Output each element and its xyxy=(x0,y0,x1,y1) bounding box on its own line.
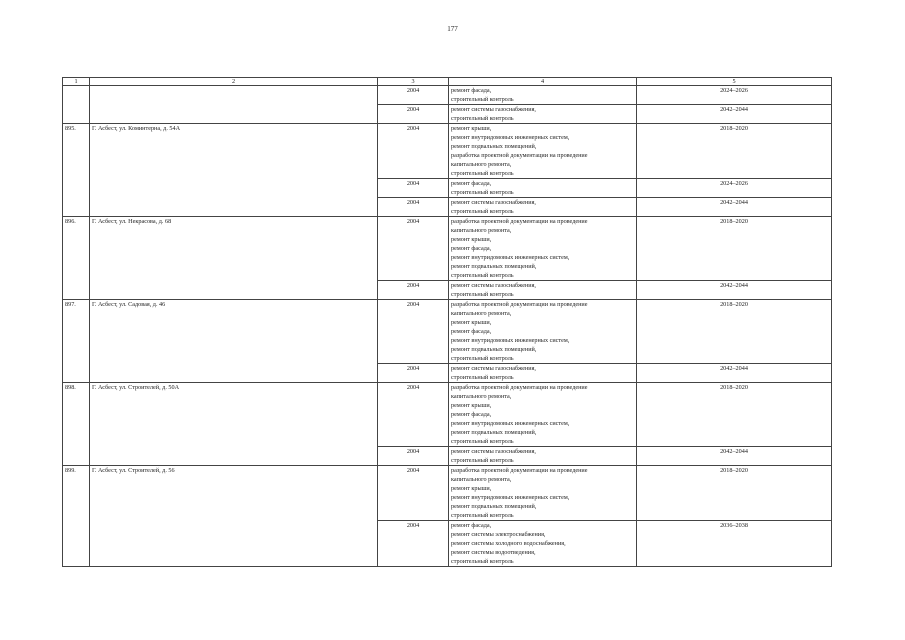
row-number xyxy=(63,105,90,124)
repair-works xyxy=(449,447,637,466)
repair-period: 2018–2020 xyxy=(637,466,832,521)
header-cell-1: 1 xyxy=(63,78,90,86)
row-number xyxy=(63,86,90,105)
construction-year: 2004 xyxy=(378,521,449,567)
table-row xyxy=(63,124,832,179)
construction-year: 2004 xyxy=(378,466,449,521)
building-address: Г. Асбест, ул. Строителей, д. 56 xyxy=(90,466,378,521)
work-item: ремонт крыши, xyxy=(451,402,492,409)
row-number: 897. xyxy=(63,300,90,364)
work-item: ремонт фасада, xyxy=(451,328,492,335)
work-item: ремонт внутридомовых инженерных систем, xyxy=(451,337,570,344)
work-item: строительный контроль xyxy=(451,272,514,279)
work-item: разработка проектной документации на проведение xyxy=(451,384,588,391)
construction-year: 2004 xyxy=(378,124,449,179)
repair-works xyxy=(449,105,637,124)
repair-works xyxy=(449,521,637,567)
construction-year: 2004 xyxy=(378,447,449,466)
work-item: строительный контроль xyxy=(451,558,514,565)
repair-works xyxy=(449,364,637,383)
page-number: 177 xyxy=(447,25,458,33)
work-item: ремонт крыши, xyxy=(451,319,492,326)
work-item: ремонт внутридомовых инженерных систем, xyxy=(451,254,570,261)
work-item: ремонт системы холодного водоснабжения, xyxy=(451,540,566,547)
building-address: Г. Асбест, ул. Коминтерна, д. 54А xyxy=(90,124,378,179)
work-item: ремонт системы газоснабжения, xyxy=(451,282,536,289)
construction-year: 2004 xyxy=(378,217,449,281)
table-row xyxy=(63,447,832,466)
repair-works xyxy=(449,466,637,521)
row-number: 898. xyxy=(63,383,90,447)
construction-year: 2004 xyxy=(378,198,449,217)
building-address xyxy=(90,105,378,124)
work-item: ремонт подвальных помещений, xyxy=(451,429,537,436)
repair-period: 2024–2026 xyxy=(637,86,832,105)
repair-period: 2042–2044 xyxy=(637,447,832,466)
building-address xyxy=(90,364,378,383)
work-item: ремонт внутридомовых инженерных систем, xyxy=(451,420,570,427)
work-item: ремонт фасада, xyxy=(451,87,492,94)
work-item: ремонт крыши, xyxy=(451,236,492,243)
repair-works xyxy=(449,281,637,300)
construction-year: 2004 xyxy=(378,179,449,198)
table-row xyxy=(63,105,832,124)
table-body xyxy=(63,86,832,567)
work-item: строительный контроль xyxy=(451,291,514,298)
work-item: ремонт фасада, xyxy=(451,522,492,529)
table-row xyxy=(63,86,832,105)
repair-period: 2036–2038 xyxy=(637,521,832,567)
repair-period: 2024–2026 xyxy=(637,179,832,198)
row-number: 895. xyxy=(63,124,90,179)
row-number: 896. xyxy=(63,217,90,281)
building-address: Г. Асбест, ул. Строителей, д. 50А xyxy=(90,383,378,447)
repair-works xyxy=(449,383,637,447)
work-item: строительный контроль xyxy=(451,374,514,381)
work-item: ремонт подвальных помещений, xyxy=(451,346,537,353)
work-item: строительный контроль xyxy=(451,189,514,196)
construction-year: 2004 xyxy=(378,105,449,124)
work-item: ремонт системы газоснабжения, xyxy=(451,199,536,206)
work-item: ремонт фасада, xyxy=(451,411,492,418)
work-item: разработка проектной документации на проведение xyxy=(451,152,588,159)
building-address: Г. Асбест, ул. Некрасова, д. 68 xyxy=(90,217,378,281)
work-item: капитального ремонта, xyxy=(451,393,512,400)
repair-works xyxy=(449,86,637,105)
repair-period: 2018–2020 xyxy=(637,383,832,447)
work-item: ремонт подвальных помещений, xyxy=(451,263,537,270)
row-number xyxy=(63,281,90,300)
table-row xyxy=(63,364,832,383)
building-address xyxy=(90,447,378,466)
work-item: капитального ремонта, xyxy=(451,227,512,234)
work-item: ремонт системы электроснабжения, xyxy=(451,531,546,538)
work-item: ремонт системы газоснабжения, xyxy=(451,365,536,372)
table-row xyxy=(63,217,832,281)
repair-works xyxy=(449,300,637,364)
work-item: строительный контроль xyxy=(451,115,514,122)
repair-period: 2042–2044 xyxy=(637,198,832,217)
construction-year: 2004 xyxy=(378,281,449,300)
repair-schedule-table xyxy=(62,77,832,567)
work-item: капитального ремонта, xyxy=(451,310,512,317)
header-cell-4: 4 xyxy=(449,78,637,86)
work-item: ремонт системы газоснабжения, xyxy=(451,106,536,113)
work-item: капитального ремонта, xyxy=(451,476,512,483)
work-item: ремонт фасада, xyxy=(451,245,492,252)
work-item: ремонт крыши, xyxy=(451,125,492,132)
row-number xyxy=(63,364,90,383)
work-item: разработка проектной документации на проведение xyxy=(451,301,588,308)
table-row xyxy=(63,198,832,217)
work-item: ремонт системы газоснабжения, xyxy=(451,448,536,455)
construction-year: 2004 xyxy=(378,383,449,447)
building-address xyxy=(90,281,378,300)
table-row xyxy=(63,521,832,567)
work-item: ремонт внутридомовых инженерных систем, xyxy=(451,134,570,141)
repair-works xyxy=(449,124,637,179)
row-number xyxy=(63,198,90,217)
header-cell-5: 5 xyxy=(637,78,832,86)
work-item: строительный контроль xyxy=(451,96,514,103)
row-number: 899. xyxy=(63,466,90,521)
building-address xyxy=(90,179,378,198)
construction-year: 2004 xyxy=(378,300,449,364)
row-number xyxy=(63,179,90,198)
table-row xyxy=(63,466,832,521)
work-item: строительный контроль xyxy=(451,355,514,362)
building-address xyxy=(90,521,378,567)
construction-year: 2004 xyxy=(378,364,449,383)
work-item: разработка проектной документации на проведение xyxy=(451,467,588,474)
work-item: ремонт крыши, xyxy=(451,485,492,492)
table-row xyxy=(63,300,832,364)
work-item: строительный контроль xyxy=(451,208,514,215)
work-item: строительный контроль xyxy=(451,438,514,445)
header-row xyxy=(63,78,832,86)
work-item: строительный контроль xyxy=(451,170,514,177)
header-cell-3: 3 xyxy=(378,78,449,86)
work-item: капитального ремонта, xyxy=(451,161,512,168)
work-item: строительный контроль xyxy=(451,512,514,519)
table-row xyxy=(63,179,832,198)
repair-period: 2042–2044 xyxy=(637,105,832,124)
repair-works xyxy=(449,217,637,281)
work-item: строительный контроль xyxy=(451,457,514,464)
row-number xyxy=(63,447,90,466)
row-number xyxy=(63,521,90,567)
table-row xyxy=(63,281,832,300)
construction-year: 2004 xyxy=(378,86,449,105)
building-address xyxy=(90,198,378,217)
repair-period: 2018–2020 xyxy=(637,300,832,364)
work-item: ремонт системы водоотведения, xyxy=(451,549,536,556)
repair-works xyxy=(449,198,637,217)
table-row xyxy=(63,383,832,447)
building-address xyxy=(90,86,378,105)
work-item: ремонт подвальных помещений, xyxy=(451,143,537,150)
work-item: ремонт фасада, xyxy=(451,180,492,187)
building-address: Г. Асбест, ул. Садовая, д. 46 xyxy=(90,300,378,364)
repair-period: 2018–2020 xyxy=(637,124,832,179)
work-item: ремонт внутридомовых инженерных систем, xyxy=(451,494,570,501)
work-item: разработка проектной документации на проведение xyxy=(451,218,588,225)
repair-period: 2042–2044 xyxy=(637,281,832,300)
header-cell-2: 2 xyxy=(90,78,378,86)
repair-period: 2018–2020 xyxy=(637,217,832,281)
repair-works xyxy=(449,179,637,198)
work-item: ремонт подвальных помещений, xyxy=(451,503,537,510)
repair-period: 2042–2044 xyxy=(637,364,832,383)
